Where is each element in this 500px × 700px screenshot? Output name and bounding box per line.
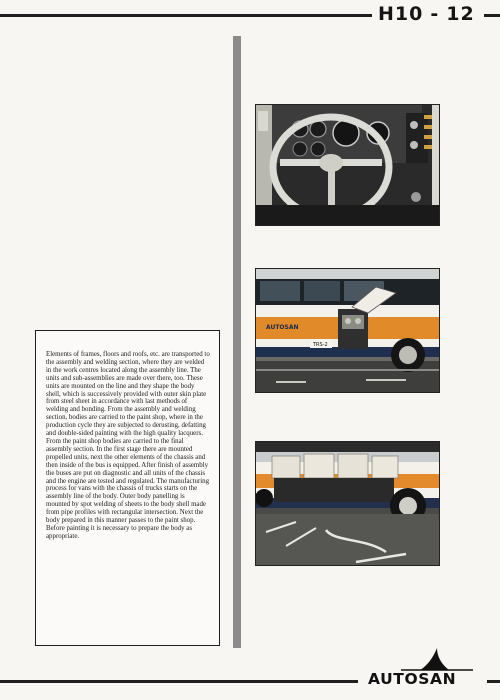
top-rule	[0, 14, 372, 17]
body-paragraph: Elements of frames, floors and roofs, etc. are transported to the assembly and welding section, where they are welded in the work centres located along the assembly line. The units and sub-assemblies are made over there, too. These units are mounted on the line and they shape the body shell, which is successively provided with outer skin plate from steel sheet in accordance with last methods of welding and bonding. From the assembly and welding section, bodies are carried to the paint shop, where in the production cycle they are subjected to derusting, defatting and double-sided painting with the high quality lacquers. From the paint shop bodies are carried to the final assembly section. In the first stage there are mounted propelled units, next the other elements of the chassis and then inside of the bus is equipped. After finish of assembly the buses are put on diagnostic and all units of the chassis and the engine are tested and regulated. The manufacturing process for vans with the chassis of trucks starts on the assembly line of the body. Outer body panelling is mounted by spot welding of sheets to the body shell made from pipe profiles with rectangular intersection. Next the body prepared in this manner passes to the paint shop. Before painting it is necessary to prepare the body as appropriate.	[46, 351, 210, 540]
page-code-right: 12	[446, 3, 475, 25]
bus-plate-label: TRS-2	[313, 342, 328, 348]
photo-bus-luggage-doors	[255, 441, 440, 566]
body-text-box	[35, 330, 220, 646]
photo-dashboard	[255, 104, 440, 226]
logo-wing-icon	[365, 648, 487, 672]
photo-bus-engine-hatch	[255, 268, 440, 393]
dashboard-illustration	[256, 105, 439, 225]
autosan-logo	[365, 648, 487, 692]
page-code-left: H10	[378, 3, 424, 25]
bus-hatch-illustration	[256, 269, 439, 392]
logo-wordmark: AUTOSAN	[368, 670, 457, 688]
bus-luggage-illustration	[256, 442, 439, 565]
page-code-separator: -	[430, 3, 440, 25]
bus-brand-label: AUTOSAN	[266, 324, 299, 331]
bottom-rule-tail	[487, 680, 500, 683]
bottom-rule	[0, 680, 358, 683]
top-rule-tail	[484, 14, 500, 17]
page-code	[378, 3, 488, 25]
vertical-divider-bar	[233, 36, 241, 648]
